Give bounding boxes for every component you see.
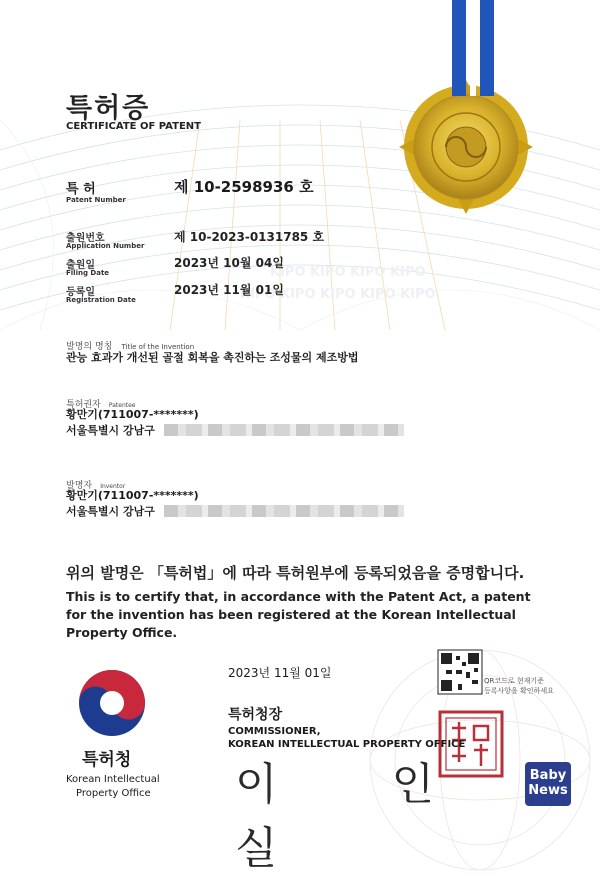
office-name-en-line-1: Korean Intellectual: [66, 774, 160, 785]
inventor-address: 서울특별시 강남구: [66, 505, 155, 518]
filing-date-label: 출원일: [66, 260, 95, 271]
office-name-ko: 특허청: [82, 750, 132, 770]
watermark-text: KIPO KIPO KIPO KIPO KIPO: [240, 287, 436, 302]
invention-label-ko: 발명의 명칭: [66, 342, 113, 352]
patent-number-label: 특 허: [66, 182, 96, 197]
issue-date: 2023년 11월 01일: [228, 666, 332, 680]
filing-date-value: 2023년 10월 04일: [174, 256, 284, 270]
qr-code-icon: [438, 650, 482, 694]
qr-note-line-1: QR코드로 현재기준: [484, 677, 544, 685]
commissioner-title: 특허청장: [228, 707, 283, 723]
ribbon: [452, 0, 466, 96]
patentee-label-ko: 특허권자: [66, 400, 101, 410]
page-title: 특허증: [66, 93, 151, 124]
patentee-name: 황만기(711007-*******): [66, 408, 199, 421]
watermark-text: KIPO KIPO KIPO KIPO: [270, 265, 426, 280]
ribbon: [480, 0, 494, 96]
patentee-label-en: Patentee: [108, 402, 136, 409]
qr-note-line-2: 등록사항을 확인하세요: [484, 687, 554, 695]
redacted-address: [164, 424, 404, 436]
page-subtitle: CERTIFICATE OF PATENT: [66, 121, 201, 132]
inventor-label-en: Inventor: [100, 483, 126, 490]
commissioner-en-line-1: COMMISSIONER,: [228, 726, 321, 737]
registration-date-value: 2023년 11월 01일: [174, 283, 284, 297]
filing-date-label-en: Filing Date: [66, 269, 110, 277]
kipo-logo-icon: [79, 670, 145, 736]
patent-number-value: 제 10-2598936 호: [174, 178, 314, 196]
certification-statement-en: This is to certify that, in accordance with the Patent Act, a patent for the invention has been registered at the Korean Intellectual Property Office.: [66, 589, 531, 640]
office-name-en-line-2: Property Office: [76, 788, 151, 799]
commissioner-en-line-2: KOREAN INTELLECTUAL PROPERTY OFFICE: [228, 739, 466, 750]
gold-seal-icon: [399, 80, 533, 214]
registration-date-label-en: Registration Date: [66, 296, 136, 304]
certification-statement-ko: 위의 발명은 「특허법」에 따라 특허원부에 등록되었음을 증명합니다.: [66, 564, 525, 582]
commissioner-signature: 이 인 실: [235, 759, 484, 874]
inventor-name: 황만기(711007-*******): [66, 489, 199, 502]
badge-line-2: News: [528, 783, 568, 798]
babynews-badge: [525, 762, 571, 806]
ribbon-gap: [470, 0, 476, 96]
patent-number-label-en: Patent Number: [66, 196, 126, 204]
badge-line-1: Baby: [529, 768, 567, 783]
registration-date-label: 등록일: [66, 287, 95, 298]
application-number-value: 제 10-2023-0131785 호: [174, 230, 325, 244]
application-number-label: 출원번호: [66, 233, 105, 244]
patentee-address: 서울특별시 강남구: [66, 424, 155, 437]
redacted-address: [164, 505, 404, 517]
invention-label-en: Title of the Invention: [121, 343, 195, 351]
application-number-label-en: Application Number: [66, 242, 145, 250]
invention-title: 관능 효과가 개선된 골절 회복을 촉진하는 조성물의 제조방법: [66, 351, 359, 364]
inventor-label-ko: 발명자: [66, 481, 93, 491]
